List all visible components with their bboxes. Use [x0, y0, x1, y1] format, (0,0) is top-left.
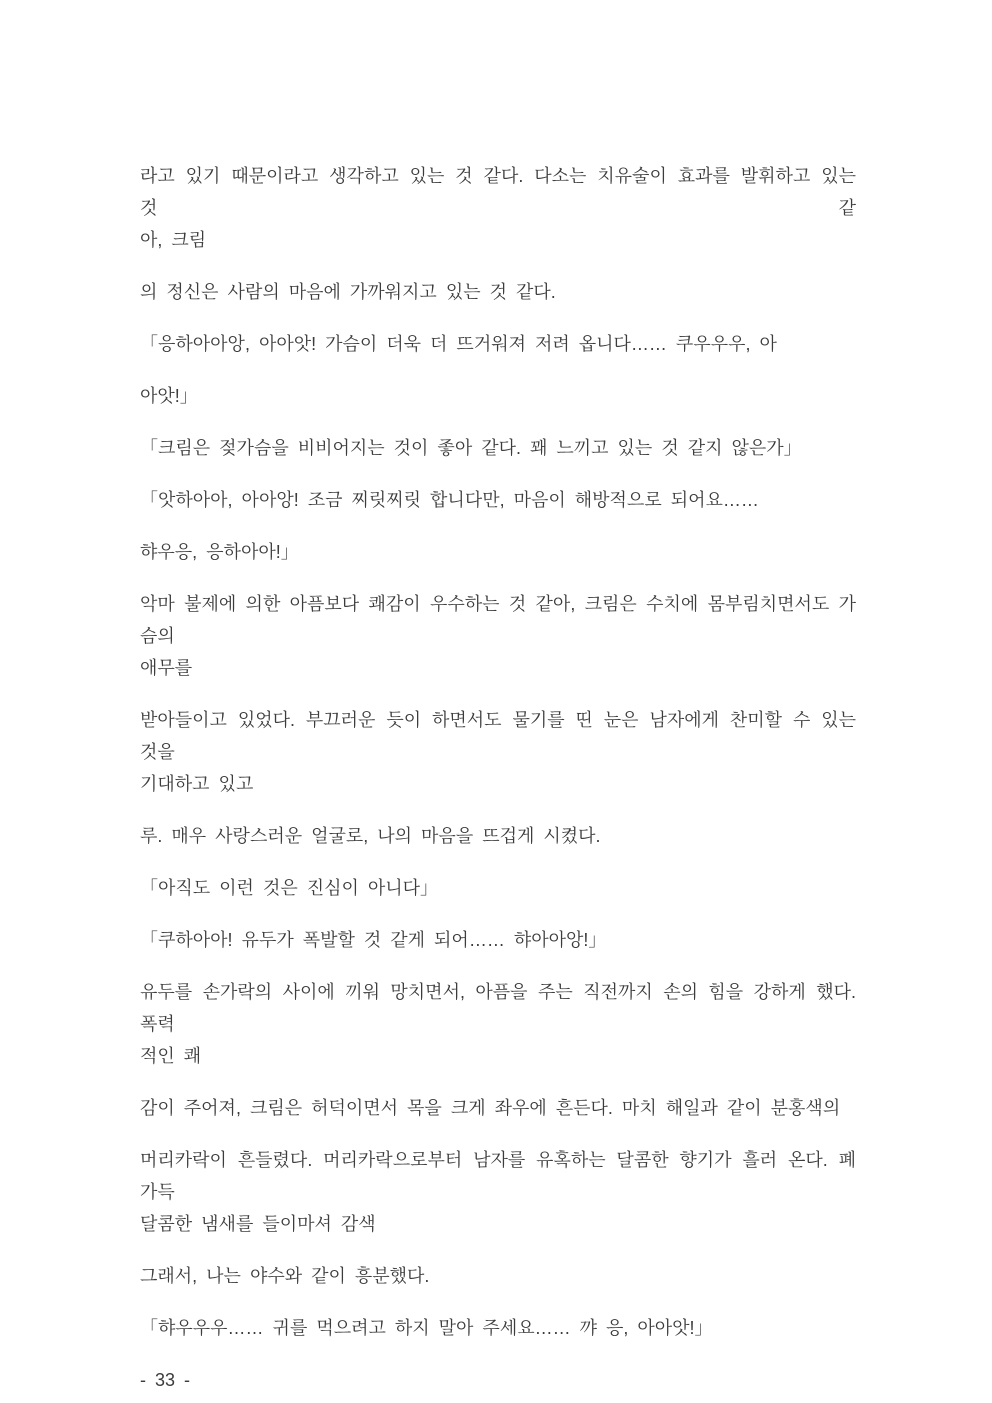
- paragraph: [140, 704, 856, 800]
- text-content: [140, 160, 856, 1396]
- paragraph: [140, 536, 856, 568]
- text-line: 감이 주어져, 크림은 허덕이면서 목을 크게 좌우에 흔든다. 마치 해일과 같이 분홍색의: [140, 1098, 841, 1118]
- text-line: 적인 쾌: [140, 1046, 202, 1066]
- text-line: 달콤한 냄새를 들이마셔 감색: [140, 1214, 376, 1234]
- paragraph: [140, 588, 856, 684]
- text-line: 「햐우우우…… 귀를 먹으려고 하지 말아 주세요…… 꺄 응, 아아앗!」: [140, 1318, 713, 1338]
- paragraph: [140, 484, 856, 516]
- text-line: 악마 불제에 의한 아픔보다 쾌감이 우수하는 것 같아, 크림은 수치에 몸부림치면서도 가슴의: [140, 594, 856, 646]
- text-line: 「아직도 이런 것은 진심이 아니다」: [140, 878, 439, 898]
- paragraph: [140, 276, 856, 308]
- paragraph-list: [140, 160, 856, 1344]
- text-line: 받아들이고 있었다. 부끄러운 듯이 하면서도 물기를 띤 눈은 남자에게 찬미할 수 있는 것을: [140, 710, 856, 762]
- text-line: 햐우응, 응하아아!」: [140, 542, 299, 562]
- paragraph: [140, 1092, 856, 1124]
- text-line: 「크림은 젖가슴을 비비어지는 것이 좋아 같다. 꽤 느끼고 있는 것 같지 않은가」: [140, 438, 802, 458]
- text-line: 기대하고 있고: [140, 774, 254, 794]
- paragraph: [140, 328, 856, 360]
- paragraph: [140, 1312, 856, 1344]
- paragraph: [140, 160, 856, 256]
- text-line: 그래서, 나는 야수와 같이 흥분했다.: [140, 1266, 430, 1286]
- text-line: 아, 크림: [140, 230, 207, 250]
- text-line: 의 정신은 사람의 마음에 가까워지고 있는 것 같다.: [140, 282, 556, 302]
- text-line: 루. 매우 사랑스러운 얼굴로, 나의 마음을 뜨겁게 시켰다.: [140, 826, 601, 846]
- text-line: 애무를: [140, 658, 193, 678]
- paragraph: [140, 924, 856, 956]
- text-line: 유두를 손가락의 사이에 끼워 망치면서, 아픔을 주는 직전까지 손의 힘을 강하게 했다. 폭력: [140, 982, 856, 1034]
- paragraph: [140, 976, 856, 1072]
- paragraph: [140, 380, 856, 412]
- page-number: - 33 -: [140, 1370, 191, 1390]
- paragraph: [140, 820, 856, 852]
- paragraph: [140, 432, 856, 464]
- text-line: 「응하아아앙, 아아앗! 가슴이 더욱 더 뜨거워져 저려 옵니다…… 쿠우우우, 아: [140, 334, 777, 354]
- text-line: 아앗!」: [140, 386, 198, 406]
- text-line: 머리카락이 흔들렸다. 머리카락으로부터 남자를 유혹하는 달콤한 향기가 흘러 온다. 폐 가득: [140, 1150, 856, 1202]
- text-line: 「앗하아아, 아아앙! 조금 찌릿찌릿 합니다만, 마음이 해방적으로 되어요……: [140, 490, 759, 510]
- text-line: 「쿠하아아! 유두가 폭발할 것 같게 되어…… 햐아아앙!」: [140, 930, 607, 950]
- paragraph: [140, 1260, 856, 1292]
- paragraph: [140, 872, 856, 904]
- paragraph: [140, 1144, 856, 1240]
- text-line: 라고 있기 때문이라고 생각하고 있는 것 같다. 다소는 치유술이 효과를 발휘하고 있는 것 같: [140, 166, 856, 218]
